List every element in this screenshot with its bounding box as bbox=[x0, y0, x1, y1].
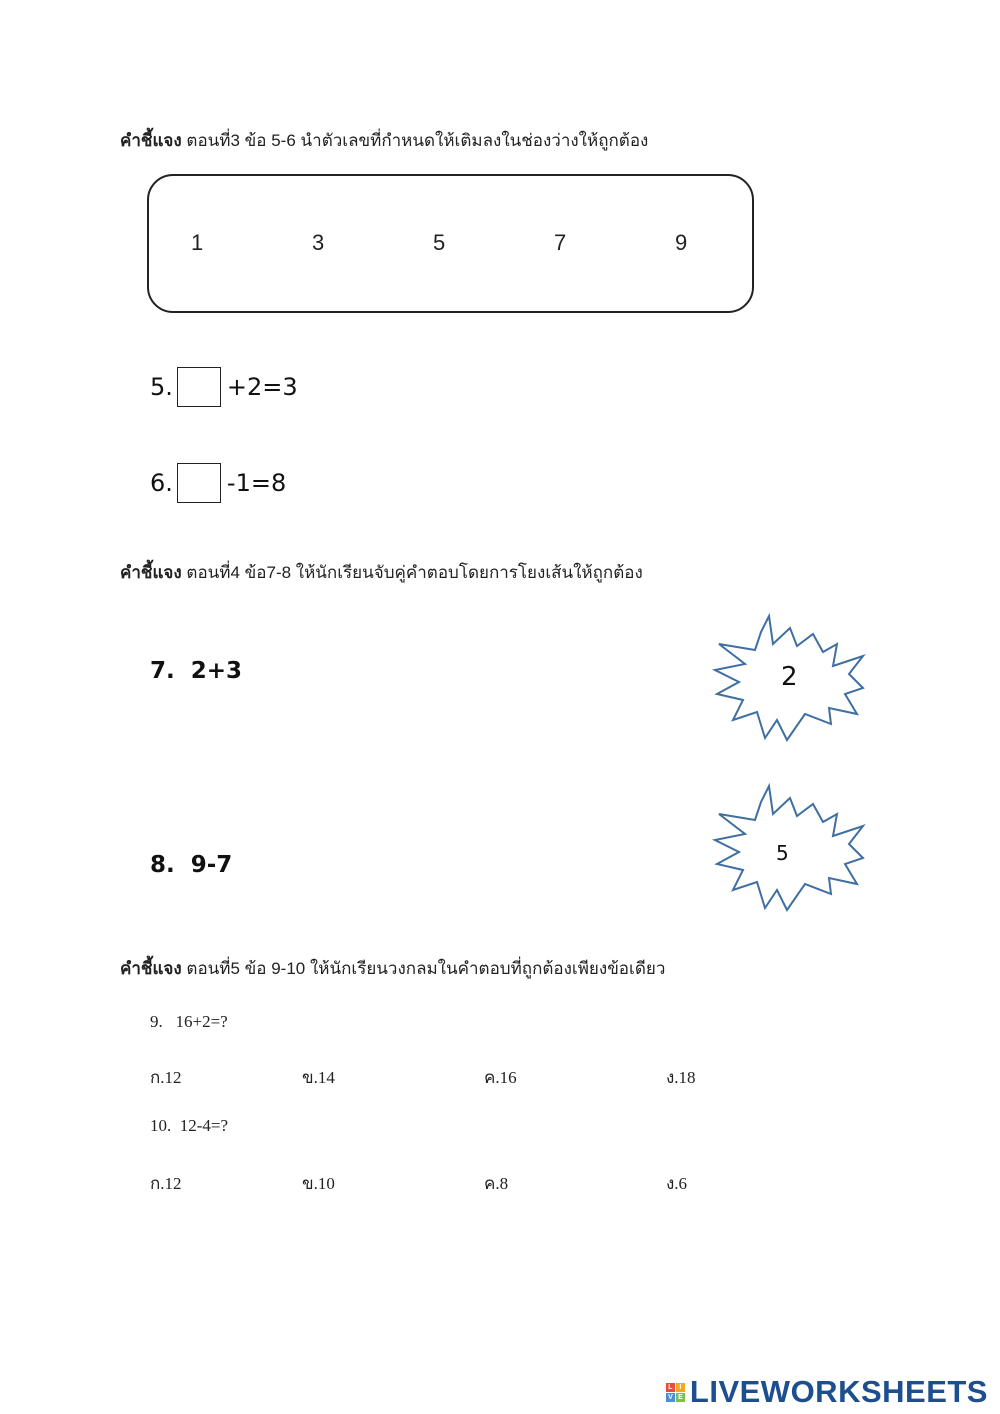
starburst-answer-1-label: 2 bbox=[781, 662, 798, 692]
starburst-answer-2[interactable] bbox=[705, 780, 875, 920]
logo-cell: V bbox=[666, 1393, 675, 1402]
number-bank-item: 7 bbox=[554, 230, 567, 255]
match-question-7[interactable]: 7. 2+3 bbox=[150, 658, 243, 684]
choice-9-d[interactable]: ง.18 bbox=[666, 1068, 696, 1087]
instruction-label: คำชี้แจง bbox=[120, 959, 182, 978]
starburst-answer-2-label: 5 bbox=[776, 841, 789, 865]
instruction-text: ตอนที่5 ข้อ 9-10 ให้นักเรียนวงกลมในคำตอบที่ถูกต้องเพียงข้อเดียว bbox=[186, 959, 666, 978]
number-bank-box bbox=[147, 174, 754, 313]
question-6 bbox=[150, 463, 286, 503]
question-9: 9. 16+2=? bbox=[150, 1012, 228, 1031]
instruction-part5 bbox=[120, 955, 665, 982]
number-bank-item: 3 bbox=[312, 230, 325, 255]
number-bank-item: 9 bbox=[675, 230, 688, 255]
equation-rest: +2=3 bbox=[226, 373, 298, 401]
starburst-shape bbox=[715, 786, 863, 910]
instruction-text: ตอนที่3 ข้อ 5-6 นำตัวเลขที่กำหนดให้เติมลงในช่องว่างให้ถูกต้อง bbox=[186, 131, 649, 150]
question-number: 6. bbox=[150, 469, 173, 497]
instruction-text: ตอนที่4 ข้อ7-8 ให้นักเรียนจับคู่คำตอบโดยการโยงเส้นให้ถูกต้อง bbox=[186, 563, 643, 582]
choice-10-d[interactable]: ง.6 bbox=[666, 1174, 688, 1193]
equation-rest: -1=8 bbox=[226, 469, 287, 497]
logo-cell: I bbox=[676, 1383, 685, 1392]
answer-blank-6[interactable] bbox=[177, 463, 221, 503]
brand-footer bbox=[666, 1374, 988, 1410]
choice-10-a[interactable]: ก.12 bbox=[150, 1174, 182, 1193]
instruction-part4 bbox=[120, 559, 643, 586]
choice-9-a[interactable]: ก.12 bbox=[150, 1068, 182, 1087]
question-number: 5. bbox=[150, 373, 173, 401]
brand-name: LIVEWORKSHEETS bbox=[689, 1374, 988, 1409]
logo-cell: L bbox=[666, 1383, 675, 1392]
logo-cell: E bbox=[676, 1393, 685, 1402]
choice-10-c[interactable]: ค.8 bbox=[484, 1174, 509, 1193]
number-bank-item: 5 bbox=[433, 230, 446, 255]
question-10: 10. 12-4=? bbox=[150, 1116, 229, 1135]
choice-9-c[interactable]: ค.16 bbox=[484, 1068, 517, 1087]
instruction-label: คำชี้แจง bbox=[120, 563, 182, 582]
instruction-part3 bbox=[120, 127, 648, 154]
liveworksheets-logo-icon bbox=[666, 1383, 685, 1402]
question-5 bbox=[150, 367, 298, 407]
choice-10-b[interactable]: ข.10 bbox=[302, 1174, 335, 1193]
answer-blank-5[interactable] bbox=[177, 367, 221, 407]
match-question-8[interactable]: 8. 9-7 bbox=[150, 852, 233, 878]
choice-9-b[interactable]: ข.14 bbox=[302, 1068, 335, 1087]
instruction-label: คำชี้แจง bbox=[120, 131, 182, 150]
number-bank-item: 1 bbox=[191, 230, 204, 255]
